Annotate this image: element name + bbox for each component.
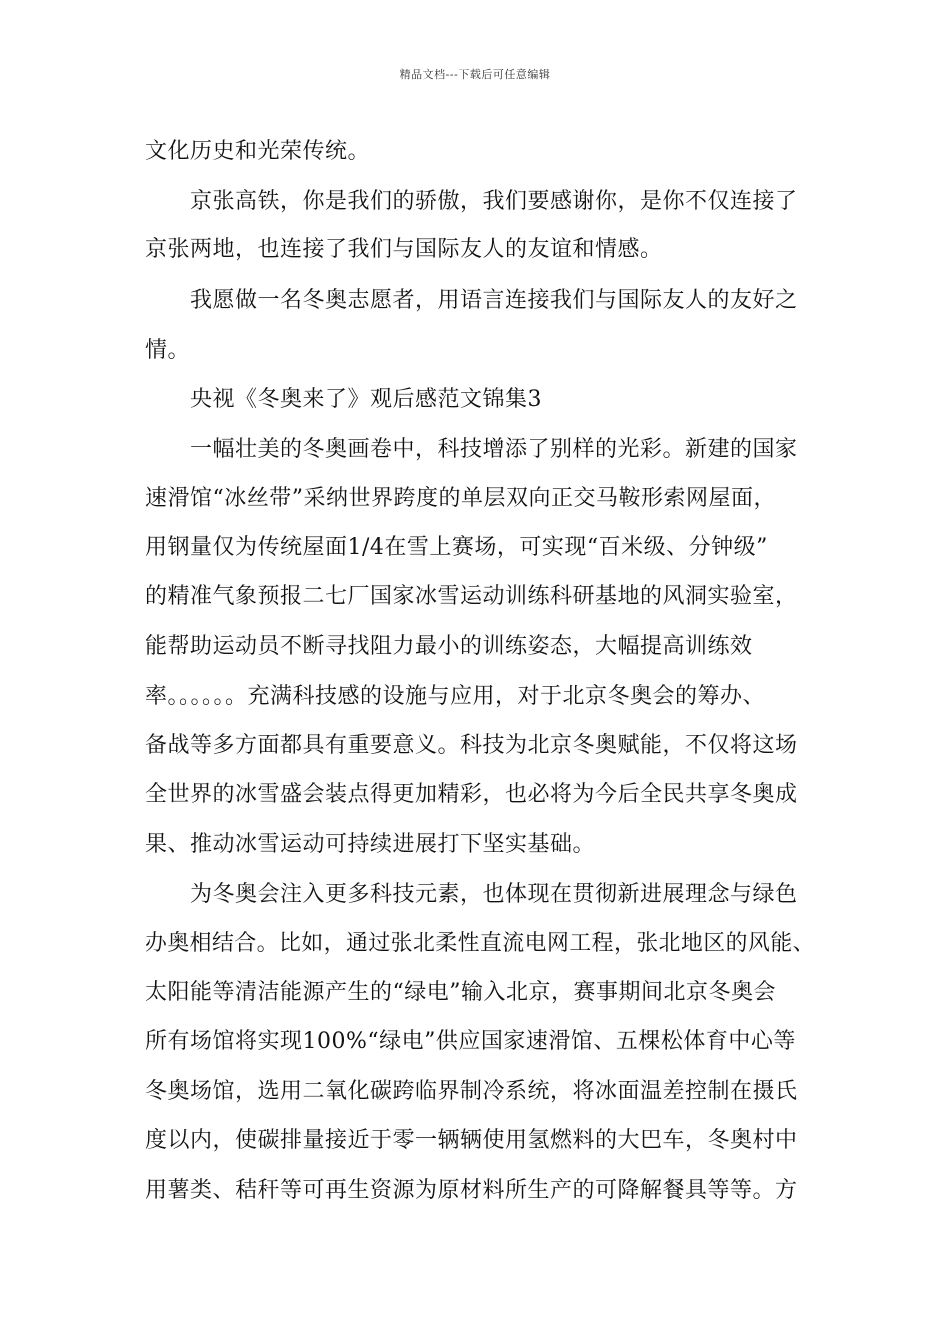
text-line: 的精准气象预报二七厂国家冰雪运动训练科研基地的风洞实验室， — [145, 584, 798, 609]
text-line: 京张两地，也连接了我们与国际友人的友谊和情感。 — [145, 237, 663, 262]
text-line: 所有场馆将实现100%“绿电”供应国家速滑馆、五棵松体育中心等 — [145, 1029, 796, 1054]
text-line: 一幅壮美的冬奥画卷中，科技增添了别样的光彩。新建的国家 — [145, 437, 798, 462]
text-line: 情。 — [145, 338, 191, 363]
text-line: 冬奥场馆，选用二氧化碳跨临界制冷系统，将冰面温差控制在摄氏 — [145, 1079, 798, 1104]
text-line: 京张高铁，你是我们的骄傲，我们要感谢你，是你不仅连接了 — [145, 189, 798, 214]
text-line: 太阳能等清洁能源产生的“绿电”输入北京，赛事期间北京冬奥会 — [145, 980, 776, 1005]
text-line: 果、推动冰雪运动可持续进展打下坚实基础。 — [145, 832, 596, 857]
text-line: 用薯类、秸秆等可再生资源为原材料所生产的可降解餐具等等。方 — [145, 1178, 798, 1203]
text-line: 办奥相结合。比如，通过张北柔性直流电网工程，张北地区的风能、 — [145, 931, 816, 956]
text-line: 度以内，使碳排量接近于零一辆辆使用氢燃料的大巴车，冬奥村中 — [145, 1128, 798, 1153]
section-heading: 央视《冬奥来了》观后感范文锦集3 — [145, 387, 542, 412]
text-line: 为冬奥会注入更多科技元素，也体现在贯彻新进展理念与绿色 — [145, 882, 798, 907]
text-line: 率。。。。。。充满科技感的设施与应用，对于北京冬奥会的筹办、 — [145, 684, 766, 709]
text-line: 用钢量仅为传统屋面1/4在雪上赛场，可实现“百米级、分钟级” — [145, 535, 768, 560]
text-line: 备战等多方面都具有重要意义。科技为北京冬奥赋能，不仅将这场 — [145, 733, 798, 758]
text-line: 能帮助运动员不断寻找阻力最小的训练姿态，大幅提高训练效 — [145, 634, 753, 659]
text-line: 速滑馆“冰丝带”采纳世界跨度的单层双向正交马鞍形索网屋面， — [145, 486, 776, 511]
text-line: 我愿做一名冬奥志愿者，用语言连接我们与国际友人的友好之 — [145, 288, 798, 313]
text-line: 全世界的冰雪盛会装点得更加精彩，也必将为今后全民共享冬奥成 — [145, 782, 798, 807]
page-header: 精品文档---下载后可任意编辑 — [399, 68, 551, 81]
text-line: 文化历史和光荣传统。 — [145, 139, 371, 164]
